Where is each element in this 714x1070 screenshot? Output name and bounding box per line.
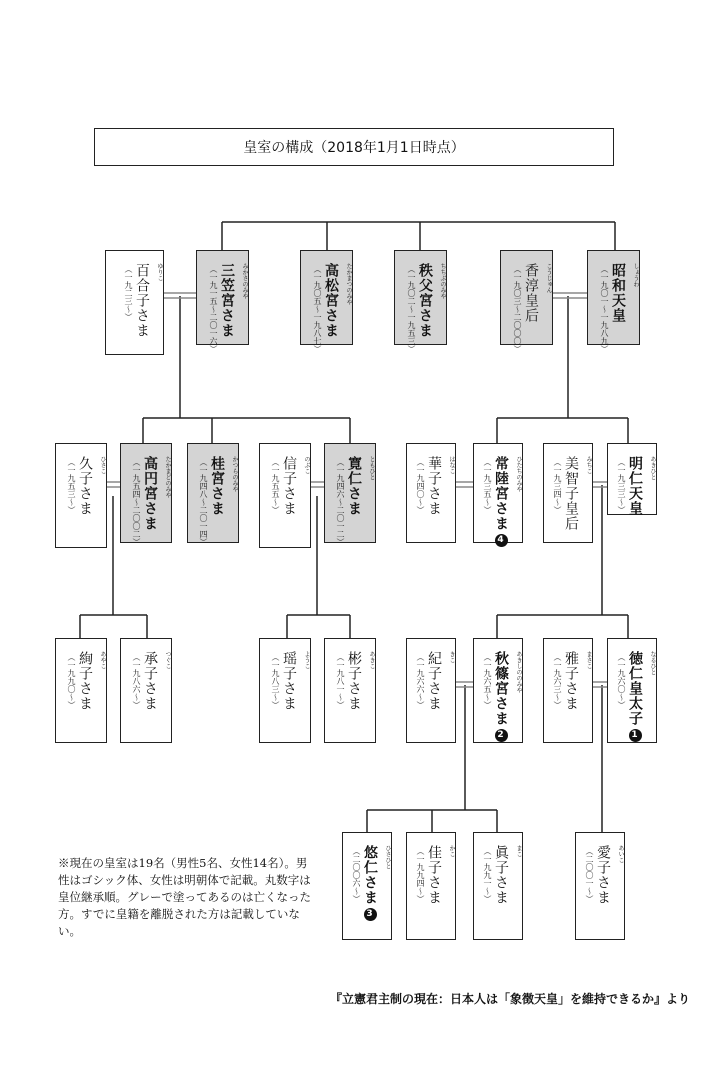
- ruby: あやこ: [99, 651, 106, 669]
- member-years: （一九〇五〜一九八七）: [313, 265, 322, 353]
- ruby: こうじゅん: [545, 263, 552, 293]
- member-name: 雅子さま: [563, 651, 579, 711]
- member-takamado: [120, 443, 172, 546]
- ruby: たかまつのみや: [345, 263, 352, 305]
- member-yuriko: [105, 250, 164, 355]
- member-years: （二〇〇一〜）: [585, 847, 594, 903]
- diagram-title: 皇室の構成（2018年1月1日時点）: [94, 128, 614, 166]
- member-name: 高松宮さま: [323, 263, 339, 338]
- member-showa: [587, 250, 640, 353]
- member-years: （一九四八〜二〇一四）: [199, 458, 208, 546]
- ruby: のぶこ: [303, 456, 310, 474]
- member-years: （一九六〇〜）: [617, 653, 626, 709]
- member-name: 桂宮さま: [209, 456, 225, 516]
- member-name: 美智子皇后: [563, 456, 579, 531]
- member-name: 秋篠宮さま2: [493, 651, 509, 740]
- member-years: （二〇〇六〜）: [352, 847, 361, 903]
- member-years: （一九四六〜二〇一二）: [336, 458, 345, 546]
- member-hisako: [55, 443, 107, 548]
- ruby: ひさひと: [384, 845, 391, 869]
- member-years: （一九九四〜）: [416, 847, 425, 903]
- ruby: まこ: [515, 845, 522, 857]
- member-years: （一九三四〜）: [553, 458, 562, 514]
- member-years: （一九三三〜）: [617, 458, 626, 514]
- member-hisahito: [342, 832, 392, 940]
- member-years: （一九四〇〜）: [416, 458, 425, 514]
- ruby: なるひと: [649, 651, 656, 675]
- ruby: ひさこ: [99, 456, 106, 474]
- member-ayako: [55, 638, 107, 743]
- member-kako: [406, 832, 456, 940]
- source-credit: 『立憲君主制の現在：日本人は「象徴天皇」を維持できるか』より: [329, 992, 690, 1006]
- member-name: 佳子さま: [426, 845, 442, 905]
- member-aiko: [575, 832, 625, 940]
- member-years: （一九九〇〜）: [67, 653, 76, 709]
- ruby: ともひと: [368, 456, 375, 480]
- succession-order-badge: 3: [364, 908, 377, 921]
- member-name: 徳仁皇太子1: [627, 651, 643, 740]
- member-years: （一九九一〜）: [483, 847, 492, 903]
- ruby: ようこ: [303, 651, 310, 669]
- legend-note: ※現在の皇室は19名（男性5名、女性14名）。男性はゴシック体、女性は明朝体で記載。丸数字は皇位継承順。グレーで塗ってあるのは亡くなった方。すでに皇籍を離脱された方は記載していない。: [58, 856, 311, 938]
- member-name: 悠仁さま3: [362, 845, 378, 919]
- member-takamatsu: [300, 250, 353, 353]
- member-name: 愛子さま: [595, 845, 611, 905]
- member-name: 寛仁さま: [346, 456, 362, 516]
- member-name: 彬子さま: [346, 651, 362, 711]
- member-years: （一九六六〜）: [416, 653, 425, 709]
- member-katsura: [187, 443, 239, 546]
- member-years: （一九二三〜）: [124, 265, 133, 321]
- member-kojun: [500, 250, 553, 353]
- member-years: （一九三五〜）: [483, 458, 492, 514]
- member-masako: [543, 638, 593, 743]
- member-name: 昭和天皇: [610, 263, 626, 323]
- member-yoko: [259, 638, 311, 743]
- ruby: あきひと: [649, 456, 656, 480]
- member-naruhito: [607, 638, 657, 743]
- ruby: ひたちのみや: [515, 456, 522, 492]
- ruby: ちちぶのみや: [439, 263, 446, 299]
- member-michiko: [543, 443, 593, 543]
- member-hitachi: [473, 443, 523, 543]
- ruby: みかさのみや: [241, 263, 248, 299]
- member-years: （一九五四〜二〇〇二）: [132, 458, 141, 546]
- member-name: 百合子さま: [134, 263, 150, 338]
- ruby: ゆりこ: [156, 263, 163, 281]
- member-kiko: [406, 638, 456, 743]
- member-name: 明仁天皇: [627, 456, 643, 516]
- member-akiko: [324, 638, 376, 743]
- member-years: （一九五三〜）: [67, 458, 76, 514]
- member-akishino: [473, 638, 523, 743]
- ruby: あいこ: [617, 845, 624, 863]
- member-name: 常陸宮さま4: [493, 456, 509, 545]
- member-chichibu: [394, 250, 447, 353]
- succession-order-badge: 2: [495, 729, 508, 742]
- member-years: （一九五五〜）: [271, 458, 280, 514]
- member-years: （一九一五〜二〇一六）: [209, 265, 218, 353]
- member-years: （一九〇一〜一九八九）: [600, 265, 609, 353]
- ruby: まさこ: [585, 651, 592, 669]
- member-name: 香淳皇后: [523, 263, 539, 323]
- ruby: みちこ: [585, 456, 592, 474]
- member-name: 秩父宮さま: [417, 263, 433, 338]
- member-akihito: [607, 443, 657, 515]
- member-name: 眞子さま: [493, 845, 509, 905]
- succession-order-badge: 1: [629, 729, 642, 742]
- member-name: 瑶子さま: [281, 651, 297, 711]
- ruby: はなこ: [448, 456, 455, 474]
- member-tomohito: [324, 443, 376, 546]
- member-name: 久子さま: [77, 456, 93, 516]
- member-hanako: [406, 443, 456, 543]
- member-name: 華子さま: [426, 456, 442, 516]
- member-name: 承子さま: [142, 651, 158, 711]
- member-mako: [473, 832, 523, 940]
- member-years: （一九六五〜）: [483, 653, 492, 709]
- member-years: （一九〇三〜二〇〇〇）: [513, 265, 522, 353]
- succession-order-badge: 4: [495, 534, 508, 547]
- member-name: 三笠宮さま: [219, 263, 235, 338]
- ruby: かつらのみや: [231, 456, 238, 492]
- member-name: 信子さま: [281, 456, 297, 516]
- ruby: あきこ: [368, 651, 375, 669]
- member-years: （一九八一〜）: [336, 653, 345, 709]
- member-name: 紀子さま: [426, 651, 442, 711]
- ruby: つぐこ: [164, 651, 171, 669]
- member-years: （一九八六〜）: [132, 653, 141, 709]
- ruby: あきしののみや: [515, 651, 522, 693]
- member-tsuguko: [120, 638, 172, 743]
- member-mikasa: [196, 250, 249, 353]
- ruby: かこ: [448, 845, 455, 857]
- member-years: （一九六三〜）: [553, 653, 562, 709]
- member-name: 高円宮さま: [142, 456, 158, 531]
- ruby: たかまどのみや: [164, 456, 171, 498]
- member-name: 絢子さま: [77, 651, 93, 711]
- ruby: しょうわ: [632, 263, 639, 287]
- ruby: きこ: [448, 651, 455, 663]
- member-years: （一九八三〜）: [271, 653, 280, 709]
- member-nobuko: [259, 443, 311, 548]
- member-years: （一九〇二〜一九五三）: [407, 265, 416, 353]
